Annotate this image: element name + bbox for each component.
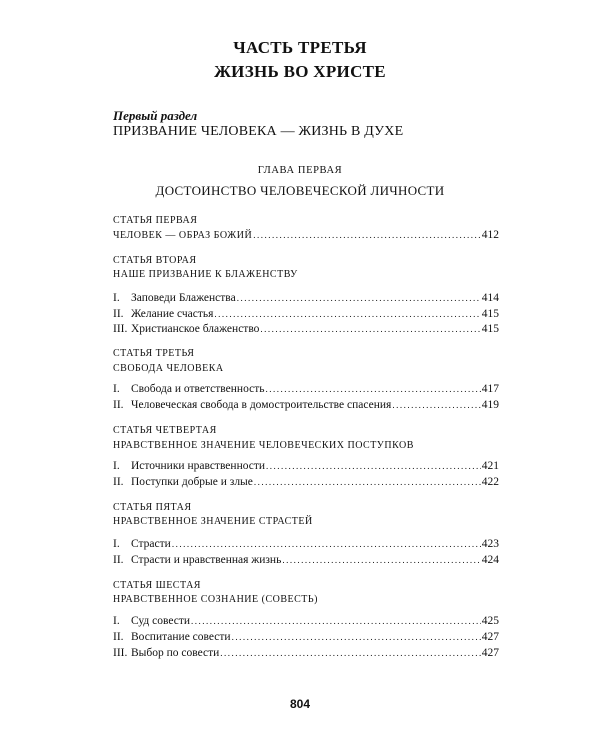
part-label: ЧАСТЬ ТРЕТЬЯ: [233, 38, 367, 57]
toc-entry-page: 427: [481, 647, 499, 659]
toc-entry[interactable]: [113, 613, 499, 629]
article-title: НРАВСТВЕННОЕ СОЗНАНИЕ (СОВЕСТЬ): [113, 594, 318, 605]
dot-leader: [237, 290, 481, 306]
toc-entry-page: 419: [481, 399, 499, 411]
toc-entry-page: 417: [481, 383, 499, 395]
toc-entry-num: III.: [113, 323, 128, 335]
article-label: СТАТЬЯ ТРЕТЬЯ: [113, 348, 195, 359]
toc-entry-num: II.: [113, 554, 124, 566]
dot-leader: [266, 458, 481, 474]
toc-entry-num: I.: [113, 615, 120, 627]
toc-entry[interactable]: [113, 474, 499, 490]
toc-entry-num: III.: [113, 647, 128, 659]
toc-entry-text: Суд совести: [131, 615, 191, 627]
toc-entry-page: 423: [481, 538, 499, 550]
toc-entry-page: 421: [481, 460, 499, 472]
toc-entry-text: Источники нравственности: [131, 460, 266, 472]
toc-entry-num: II.: [113, 399, 124, 411]
toc-entry[interactable]: [113, 381, 499, 397]
toc-entry-page: 415: [481, 308, 499, 320]
article-title: СВОБОДА ЧЕЛОВЕКА: [113, 363, 224, 374]
toc-entry[interactable]: [113, 536, 499, 552]
toc-entry-text: Выбор по совести: [131, 647, 220, 659]
dot-leader: [214, 306, 480, 322]
dot-leader: [191, 613, 481, 629]
toc-entry[interactable]: [113, 397, 499, 413]
toc-entry[interactable]: [113, 306, 499, 322]
toc-entry-text: Воспитание совести: [131, 631, 231, 643]
part-title: ЖИЗНЬ ВО ХРИСТЕ: [214, 62, 386, 81]
article-title: НАШЕ ПРИЗВАНИЕ К БЛАЖЕНСТВУ: [113, 269, 298, 280]
dot-leader: [282, 552, 480, 568]
toc-entry[interactable]: [113, 629, 499, 645]
toc-entry[interactable]: [113, 227, 499, 243]
toc-entry-text: ЧЕЛОВЕК — ОБРАЗ БОЖИЙ: [113, 230, 253, 241]
dot-leader: [260, 321, 480, 337]
toc-entry[interactable]: [113, 290, 499, 306]
article-title: НРАВСТВЕННОЕ ЗНАЧЕНИЕ СТРАСТЕЙ: [113, 516, 313, 527]
toc-entry-page: 427: [481, 631, 499, 643]
article-label: СТАТЬЯ ВТОРАЯ: [113, 255, 197, 266]
toc-entry-num: I.: [113, 460, 120, 472]
toc-entry-page: 414: [481, 292, 499, 304]
article-label: СТАТЬЯ ЧЕТВЕРТАЯ: [113, 425, 217, 436]
toc-entry[interactable]: [113, 321, 499, 337]
toc-entry-num: II.: [113, 631, 124, 643]
toc-entry-text: Страсти и нравственная жизнь: [131, 554, 282, 566]
toc-entry[interactable]: [113, 552, 499, 568]
toc-entry-page: 415: [481, 323, 499, 335]
toc-entry-num: I.: [113, 383, 120, 395]
page-number: 804: [289, 697, 311, 711]
toc-entry-page: 412: [481, 229, 499, 241]
dot-leader: [253, 227, 481, 243]
chapter-title: ДОСТОИНСТВО ЧЕЛОВЕЧЕСКОЙ ЛИЧНОСТИ: [155, 183, 445, 198]
article-label: СТАТЬЯ ПЕРВАЯ: [113, 215, 198, 226]
toc-entry-num: I.: [113, 292, 120, 304]
dot-leader: [265, 381, 480, 397]
dot-leader: [220, 645, 480, 661]
toc-entry[interactable]: [113, 645, 499, 661]
toc-entry-num: I.: [113, 538, 120, 550]
dot-leader: [172, 536, 481, 552]
toc-entry-text: Заповеди Блаженства: [131, 292, 236, 304]
toc-entry-page: 424: [481, 554, 499, 566]
article-label: СТАТЬЯ ШЕСТАЯ: [113, 580, 201, 591]
toc-entry-page: 425: [481, 615, 499, 627]
toc-entry-num: II.: [113, 476, 124, 488]
toc-entry-text: Желание счастья: [131, 308, 214, 320]
article-title: НРАВСТВЕННОЕ ЗНАЧЕНИЕ ЧЕЛОВЕЧЕСКИХ ПОСТУПКОВ: [113, 440, 414, 451]
toc-entry-text: Христианское блаженство: [131, 323, 260, 335]
toc-entry-page: 422: [481, 476, 499, 488]
article-label: СТАТЬЯ ПЯТАЯ: [113, 502, 192, 513]
section-title: ПРИЗВАНИЕ ЧЕЛОВЕКА — ЖИЗНЬ В ДУХЕ: [113, 124, 404, 139]
chapter-label: ГЛАВА ПЕРВАЯ: [257, 165, 343, 176]
dot-leader: [232, 629, 481, 645]
dot-leader: [392, 397, 480, 413]
section-label: Первый раздел: [113, 108, 198, 123]
toc-entry[interactable]: [113, 458, 499, 474]
toc-entry-text: Человеческая свобода в домостроительстве спасения: [131, 399, 392, 411]
toc-entry-text: Свобода и ответственность: [131, 383, 265, 395]
dot-leader: [254, 474, 481, 490]
toc-entry-text: Поступки добрые и злые: [131, 476, 253, 488]
toc-entry-num: II.: [113, 308, 124, 320]
toc-entry-text: Страсти: [131, 538, 171, 550]
